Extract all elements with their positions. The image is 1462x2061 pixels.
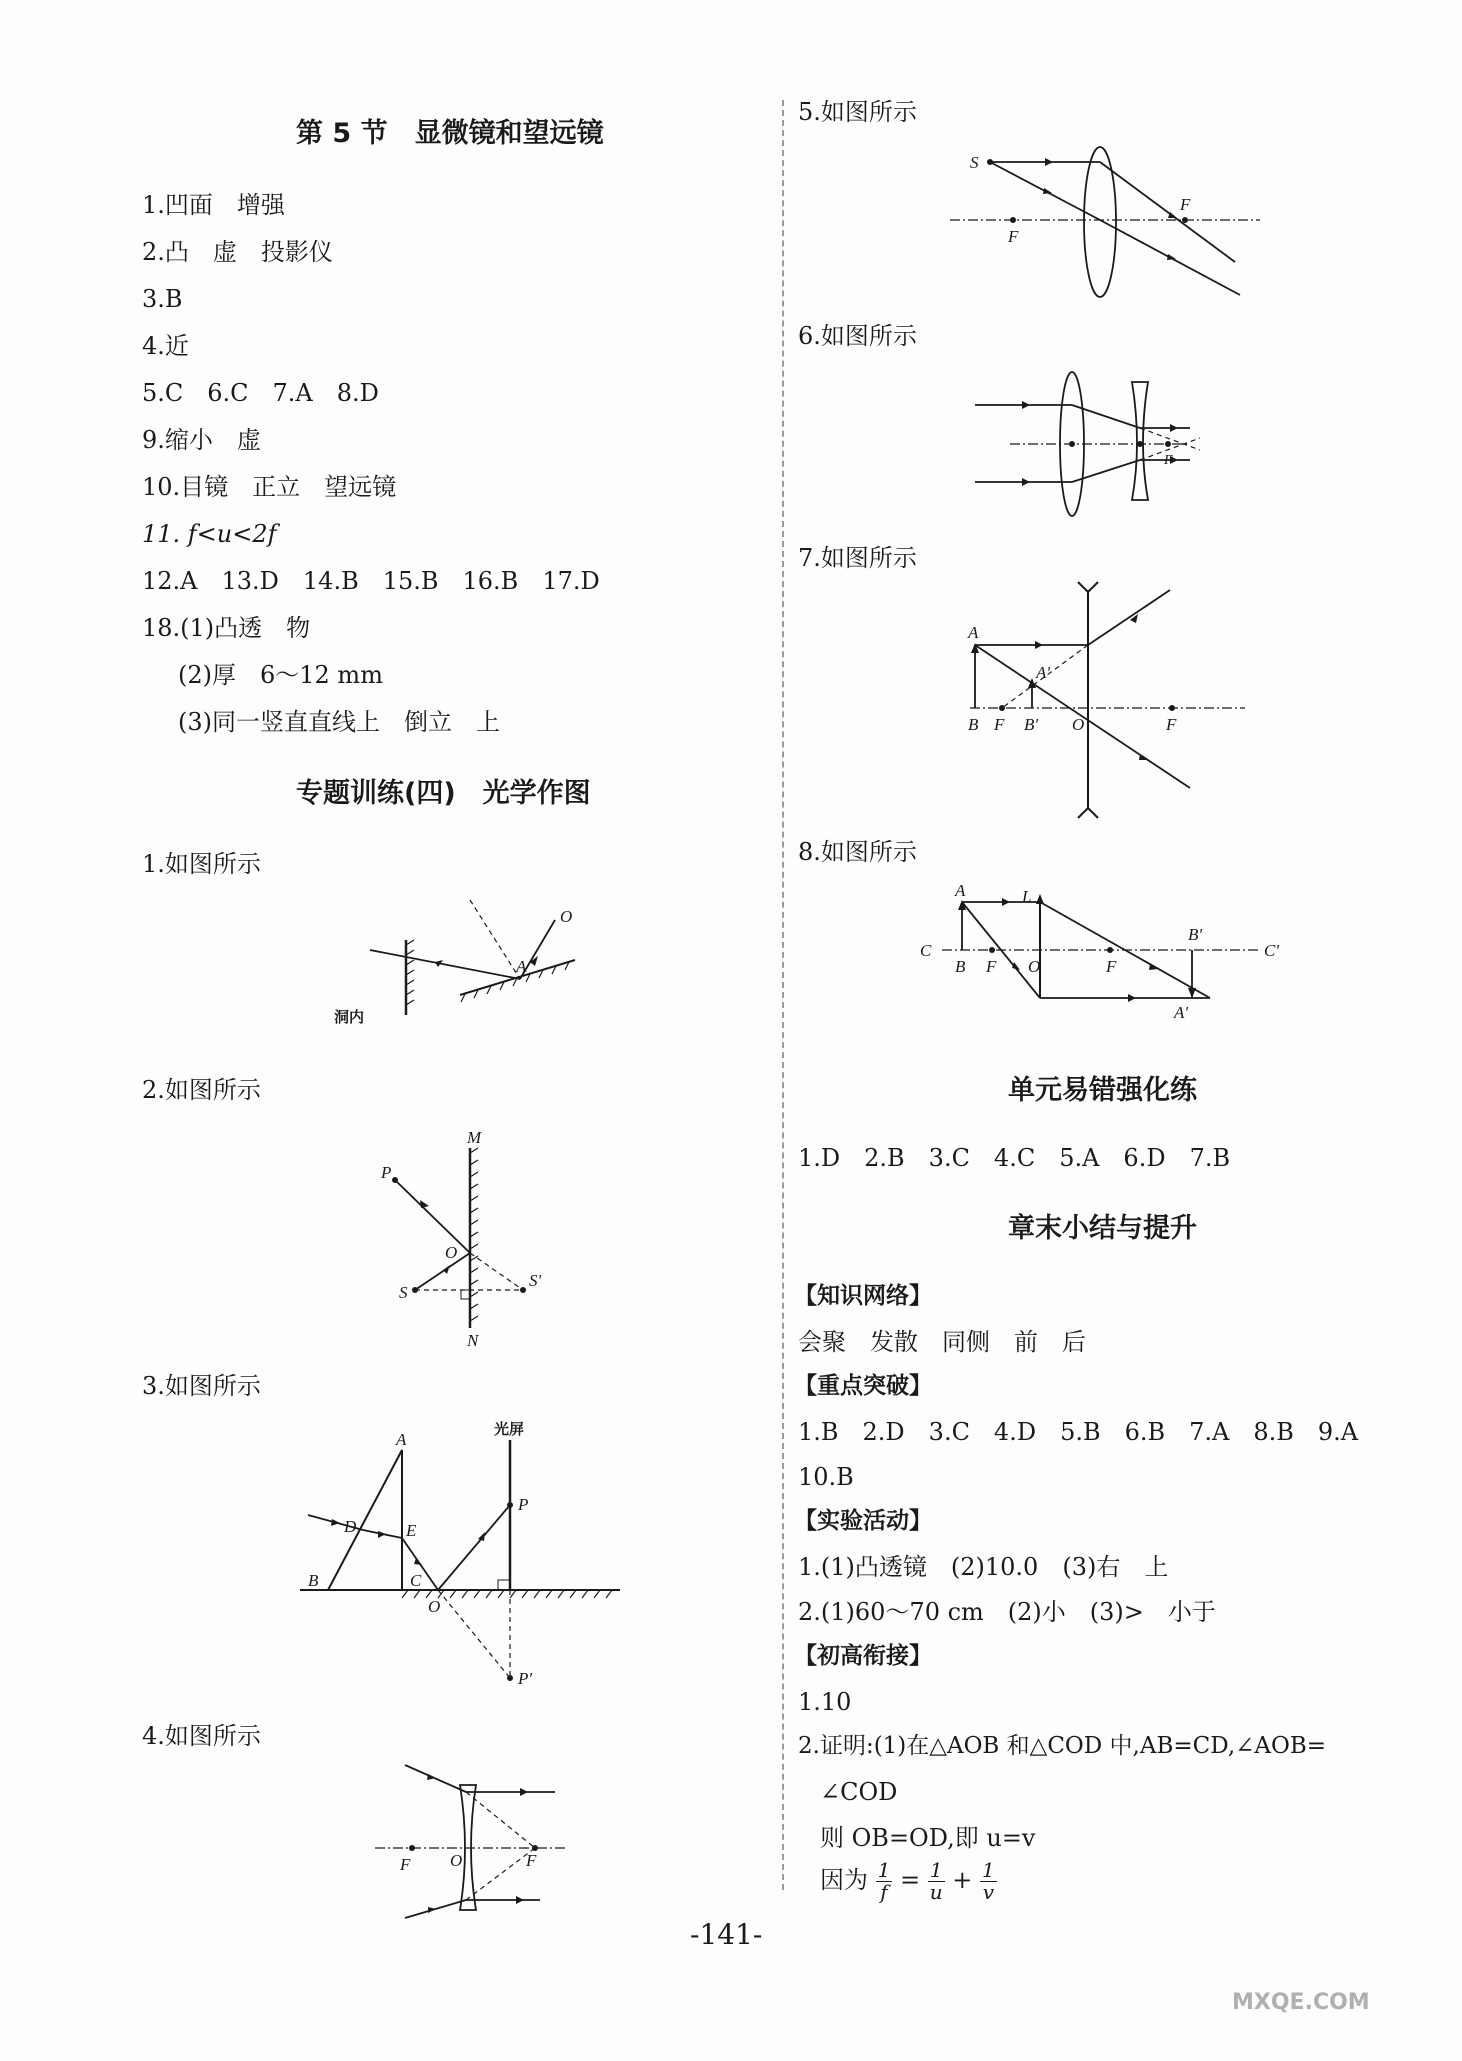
q7-label: 7.如图所示 (798, 544, 917, 572)
link-header: 【初高衔接】 (794, 1643, 932, 1669)
svg-text:A: A (968, 623, 979, 642)
svg-text:L: L (1022, 887, 1032, 906)
left-column (0, 0, 768, 1960)
answer-line: 18.(1)凸透 物 (142, 614, 311, 642)
svg-text:A': A' (1036, 663, 1051, 682)
knowledge-text: 会聚 发散 同侧 前 后 (798, 1328, 1086, 1356)
svg-text:B': B' (1188, 925, 1203, 944)
svg-text:F: F (1166, 715, 1177, 734)
svg-text:O: O (450, 1851, 463, 1870)
key-line: 10.B (798, 1463, 854, 1491)
fraction: $\frac{1}{v}$ (982, 1858, 995, 1904)
formula-line: 因为 $\frac{1}{f}$ = $\frac{1}{u}$ + $\frac{1}{v}$ (820, 1858, 995, 1904)
right-column (780, 0, 1462, 1960)
exp-line: 1.(1)凸透镜 (2)10.0 (3)右 上 (798, 1553, 1169, 1581)
q6-label: 6.如图所示 (798, 322, 917, 350)
q5-label: 5.如图所示 (798, 98, 917, 126)
answer-line: 1.凹面 增强 (142, 191, 285, 219)
svg-text:S': S' (529, 1271, 542, 1290)
svg-text:O: O (560, 907, 573, 926)
exp-line: 2.(1)60～70 cm (2)小 (3)> 小于 (798, 1598, 1216, 1626)
svg-text:E: E (406, 1521, 417, 1540)
svg-text:B: B (308, 1571, 319, 1590)
q2-label: 2.如图所示 (142, 1076, 261, 1104)
svg-text:洞内: 洞内 (334, 1008, 365, 1026)
chapter-title: 章末小结与提升 (1008, 1213, 1197, 1244)
svg-text:O: O (1072, 715, 1085, 734)
svg-text:O: O (445, 1243, 458, 1262)
q1-label: 1.如图所示 (142, 850, 261, 878)
svg-text:F: F (1008, 227, 1019, 246)
svg-text:M: M (467, 1128, 482, 1147)
q4-label: 4.如图所示 (142, 1722, 261, 1750)
figure-7 (960, 580, 1250, 820)
answer-line: 2.凸 虚 投影仪 (142, 238, 333, 266)
svg-text:A: A (396, 1430, 407, 1449)
svg-text:P: P (381, 1163, 392, 1182)
svg-text:B': B' (1024, 715, 1039, 734)
figure-6 (970, 360, 1230, 530)
fraction: $\frac{1}{f}$ (877, 1858, 891, 1904)
svg-text:F: F (1106, 957, 1117, 976)
svg-text:C': C' (1264, 941, 1279, 960)
unit-answers: 1.D 2.B 3.C 4.C 5.A 6.D 7.B (798, 1144, 1231, 1172)
figure-5 (950, 140, 1270, 310)
fraction: $\frac{1}{u}$ (929, 1858, 943, 1904)
answer-line: 3.B (142, 285, 183, 313)
svg-text:F: F (400, 1855, 411, 1874)
svg-text:F: F (1164, 453, 1173, 468)
answer-line: 10.目镜 正立 望远镜 (142, 473, 397, 501)
answer-line: 9.缩小 虚 (142, 426, 261, 454)
figure-8 (910, 880, 1290, 1030)
figure-4 (370, 1760, 590, 1930)
svg-text:P': P' (518, 1669, 533, 1688)
figure-3 (298, 1420, 628, 1710)
svg-text:C: C (920, 941, 932, 960)
link-line: 则 OB=OD,即 u=v (820, 1824, 1036, 1852)
answer-line: (2)厚 6～12 mm (178, 661, 383, 689)
special-title: 专题训练(四) 光学作图 (296, 778, 591, 809)
link-line: 2.证明:(1)在△AOB 和△COD 中,AB=CD,∠AOB= (798, 1733, 1327, 1759)
unit-title: 单元易错强化练 (1008, 1075, 1197, 1106)
svg-text:F: F (1180, 195, 1191, 214)
svg-text:O: O (428, 1597, 441, 1616)
answer-line: 5.C 6.C 7.A 8.D (142, 379, 379, 407)
answer-line: (3)同一竖直直线上 倒立 上 (178, 708, 500, 736)
svg-text:D: D (344, 1517, 357, 1536)
q8-label: 8.如图所示 (798, 838, 917, 866)
q3-label: 3.如图所示 (142, 1372, 261, 1400)
svg-text:P: P (518, 1495, 529, 1514)
svg-text:B: B (955, 957, 966, 976)
key-line: 1.B 2.D 3.C 4.D 5.B 6.B 7.A 8.B 9.A (798, 1418, 1359, 1446)
svg-text:A: A (516, 957, 527, 976)
svg-text:O: O (1028, 957, 1041, 976)
answer-line: 12.A 13.D 14.B 15.B 16.B 17.D (142, 567, 600, 595)
svg-text:A': A' (1174, 1003, 1189, 1022)
svg-text:N: N (467, 1331, 479, 1350)
answer-line: 4.近 (142, 332, 189, 360)
knowledge-header: 【知识网络】 (794, 1283, 932, 1309)
figure-1 (330, 890, 590, 1030)
page-number: -141- (690, 1918, 763, 1951)
svg-text:F: F (994, 715, 1005, 734)
key-header: 【重点突破】 (794, 1373, 932, 1399)
watermark: MXQE.COM (1232, 1990, 1370, 2015)
svg-text:C: C (410, 1571, 422, 1590)
svg-text:光屏: 光屏 (494, 1420, 525, 1438)
svg-text:A: A (955, 881, 966, 900)
link-line: ∠COD (820, 1778, 898, 1806)
answer-line: 11. f<u<2f (142, 520, 277, 548)
exp-header: 【实验活动】 (794, 1508, 932, 1534)
section-title: 第 5 节 显微镜和望远镜 (296, 118, 604, 149)
svg-text:F: F (526, 1851, 537, 1870)
svg-text:B: B (968, 715, 979, 734)
link-line: 1.10 (798, 1688, 852, 1716)
figure-2 (375, 1128, 555, 1348)
svg-text:S: S (399, 1283, 408, 1302)
svg-text:S: S (970, 153, 979, 172)
svg-text:F: F (986, 957, 997, 976)
